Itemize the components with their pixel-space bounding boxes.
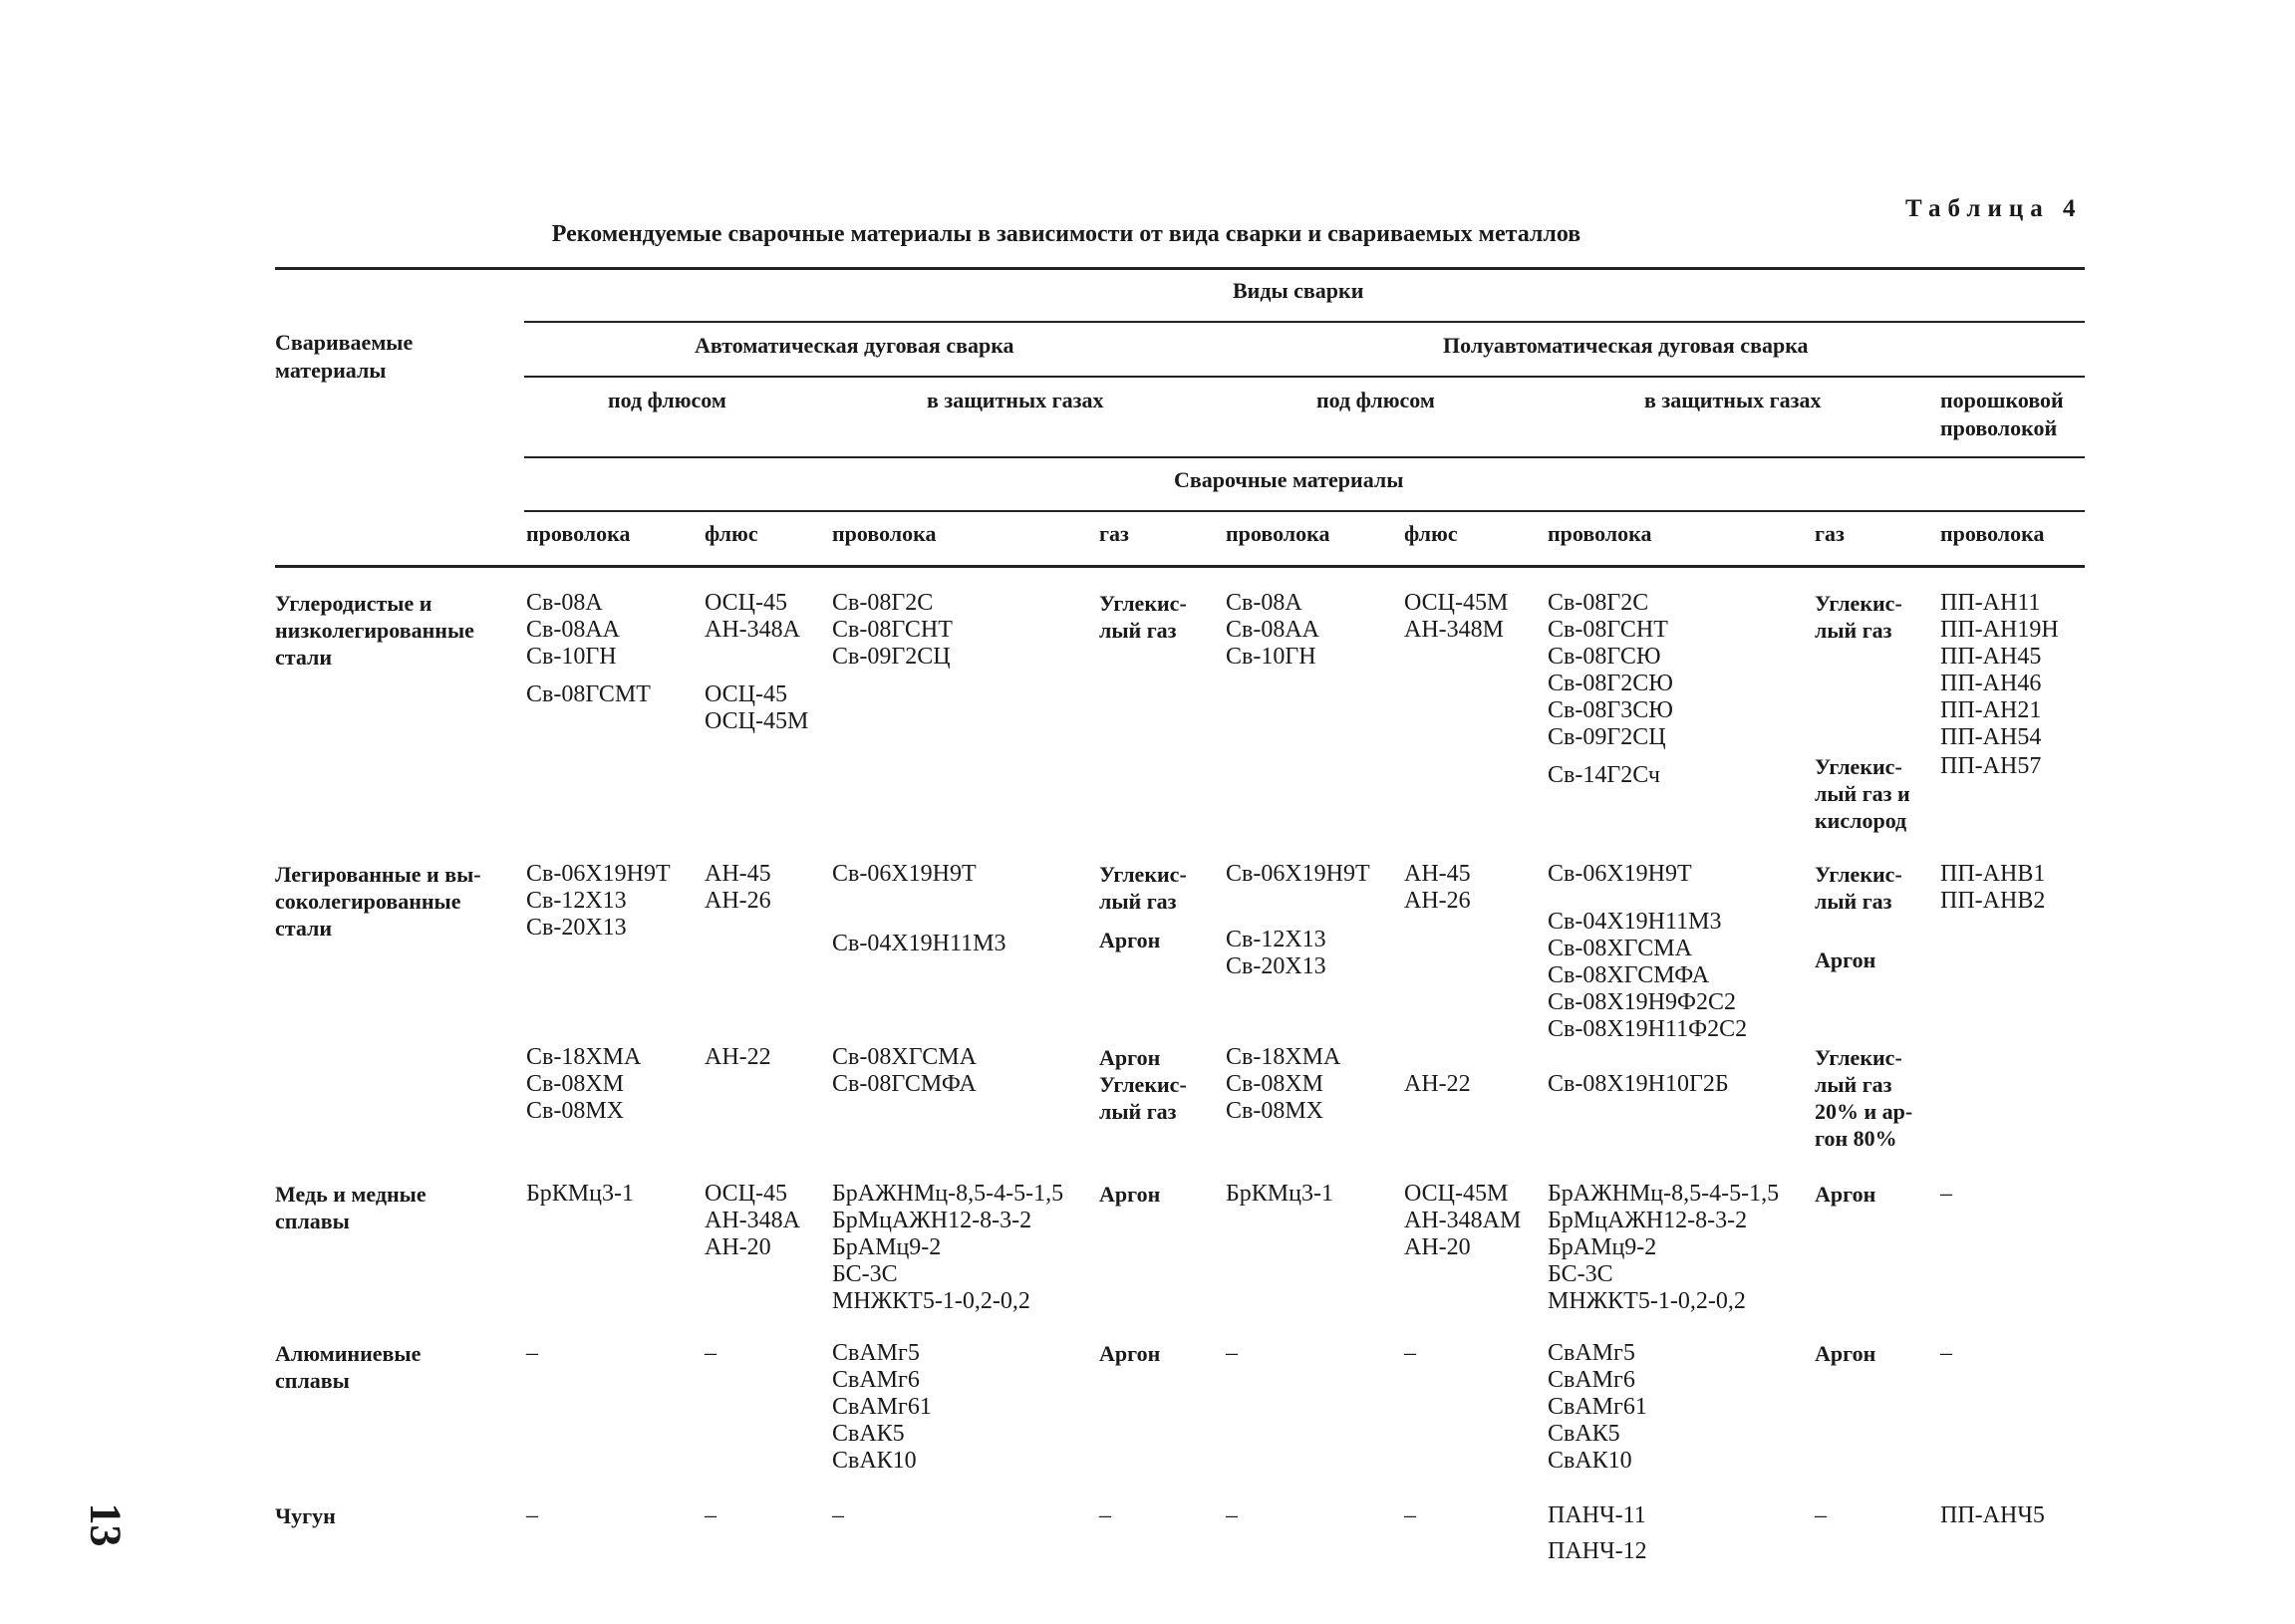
cell-carbon-auto-wire-1: Св-08А Св-08АА Св-10ГН xyxy=(526,590,620,670)
header-materials: Свариваемые материалы xyxy=(275,330,414,383)
cell-aluminum-auto-gas-wire: СвАМг5 СвАМг6 СвАМг61 СвАК5 СвАК10 xyxy=(832,1340,932,1474)
cell-carbon-semi-gas-1: Углекис- лый газ xyxy=(1815,591,1902,643)
header-welding-types: Виды сварки xyxy=(1233,278,1364,303)
cell-alloy-semi-wire-2: Св-12Х13 Св-20Х13 xyxy=(1226,927,1326,979)
cell-alloy-semi-gas-wire-2: Св-04Х19Н11М3 Св-08ХГСМА Св-08ХГСМФА Св-08Х19Н9Ф2С2 Св-08Х19Н11Ф2С2 xyxy=(1548,909,1748,1042)
cell-carbon-auto-gas-wire: Св-08Г2С Св-08ГСНТ Св-09Г2СЦ xyxy=(832,590,953,670)
material-carbon-steels: Углеродистые и низколегированные стали xyxy=(275,591,474,670)
col-auto-gas-wire: проволока xyxy=(832,521,937,546)
rule-welding-types xyxy=(524,321,2085,323)
cell-aluminum-semi-gas-wire: СвАМг5 СвАМг6 СвАМг61 СвАК5 СвАК10 xyxy=(1548,1340,1647,1474)
cell-copper-flux-cored: – xyxy=(1940,1181,1952,1207)
rule-welding-materials xyxy=(524,510,2085,512)
cell-alloy-flux-cored: ПП-АНВ1 ПП-АНВ2 xyxy=(1940,861,2046,914)
col-semi-flux: флюс xyxy=(1404,521,1458,546)
cell-copper-auto-gas-wire: БрАЖНМц-8,5-4-5-1,5 БрМцАЖН12-8-3-2 БрАМц9-2 БС-3С МНЖКТ5-1-0,2-0,2 xyxy=(832,1181,1064,1314)
header-semi-auto-arc: Полуавтоматическая дуговая сварка xyxy=(1443,333,1809,358)
cell-aluminum-auto-flux: – xyxy=(705,1340,717,1366)
col-semi-flux-wire: проволока xyxy=(1226,521,1330,546)
col-auto-flux: флюс xyxy=(705,521,758,546)
cell-carbon-semi-wire: Св-08А Св-08АА Св-10ГН xyxy=(1226,590,1319,670)
cell-cast-iron-auto-flux: – xyxy=(705,1502,717,1528)
header-bottom-rule xyxy=(275,565,2085,568)
cell-cast-iron-semi-gas: – xyxy=(1815,1502,1827,1528)
cell-carbon-semi-gas-2: Углекис- лый газ и кислород xyxy=(1815,754,1910,833)
cell-alloy-auto-wire-1: Св-06Х19Н9Т Св-12Х13 Св-20Х13 xyxy=(526,861,671,941)
cell-cast-iron-auto-gas-wire: – xyxy=(832,1502,844,1528)
table-number: Таблица 4 xyxy=(1905,195,2083,222)
cell-alloy-auto-gas-1: Углекис- лый газ xyxy=(1099,862,1187,914)
cell-cast-iron-semi-gas-wire-2: ПАНЧ-12 xyxy=(1548,1538,1647,1564)
cell-alloy-auto-wire-2: Св-18ХМА Св-08ХМ Св-08МХ xyxy=(526,1044,642,1124)
cell-alloy-semi-gas-wire-1: Св-06Х19Н9Т xyxy=(1548,861,1692,887)
cell-alloy-semi-flux-2: АН-22 xyxy=(1404,1071,1471,1097)
cell-carbon-auto-wire-2: Св-08ГСМТ xyxy=(526,681,651,707)
cell-copper-semi-wire: БрКМц3-1 xyxy=(1226,1181,1333,1207)
cell-carbon-auto-gas: Углекис- лый газ xyxy=(1099,591,1187,643)
cell-aluminum-flux-cored: – xyxy=(1940,1340,1952,1366)
cell-alloy-semi-gas-1: Углекис- лый газ xyxy=(1815,862,1902,914)
col-flux-cored-wire: проволока xyxy=(1940,521,2045,546)
table-caption: Рекомендуемые сварочные материалы в зависимости от вида сварки и свариваемых металлов xyxy=(551,221,1581,247)
cell-alloy-auto-gas-wire-1: Св-06Х19Н9Т xyxy=(832,861,977,887)
rule-arc-types xyxy=(524,376,2085,378)
cell-copper-auto-flux: ОСЦ-45 АН-348А АН-20 xyxy=(705,1181,800,1260)
cell-cast-iron-auto-wire: – xyxy=(526,1502,538,1528)
header-in-gas-1: в защитных газах xyxy=(927,388,1104,412)
cell-copper-semi-flux: ОСЦ-45М АН-348АМ АН-20 xyxy=(1404,1181,1522,1260)
cell-alloy-semi-wire-3: Св-18ХМА Св-08ХМ Св-08МХ xyxy=(1226,1044,1341,1124)
page-number: 13 xyxy=(81,1502,131,1547)
material-cast-iron: Чугун xyxy=(275,1503,336,1528)
material-copper: Медь и медные сплавы xyxy=(275,1182,427,1233)
cell-carbon-auto-flux-1: ОСЦ-45 АН-348А xyxy=(705,590,800,643)
col-auto-flux-wire: проволока xyxy=(526,521,631,546)
cell-alloy-auto-flux-2: АН-22 xyxy=(705,1044,771,1070)
cell-alloy-auto-flux-1: АН-45 АН-26 xyxy=(705,861,771,914)
cell-cast-iron-auto-gas: – xyxy=(1099,1502,1111,1528)
cell-alloy-auto-gas-wire-2: Св-04Х19Н11М3 xyxy=(832,931,1006,956)
cell-carbon-flux-cored-2: ПП-АН57 xyxy=(1940,753,2042,779)
header-under-flux-2: под флюсом xyxy=(1316,388,1435,412)
col-semi-gas-wire: проволока xyxy=(1548,521,1652,546)
cell-copper-semi-gas: Аргон xyxy=(1815,1182,1876,1207)
cell-copper-auto-wire: БрКМц3-1 xyxy=(526,1181,634,1207)
cell-alloy-semi-gas-wire-3: Св-08Х19Н10Г2Б xyxy=(1548,1071,1729,1097)
cell-alloy-semi-wire-1: Св-06Х19Н9Т xyxy=(1226,861,1370,887)
cell-cast-iron-semi-flux: – xyxy=(1404,1502,1416,1528)
cell-alloy-semi-gas-3: Углекис- лый газ 20% и ар- гон 80% xyxy=(1815,1045,1913,1151)
cell-aluminum-semi-flux: – xyxy=(1404,1340,1416,1366)
cell-carbon-semi-gas-wire-1: Св-08Г2С Св-08ГСНТ Св-08ГСЮ Св-08Г2СЮ Св-08Г3СЮ Св-09Г2СЦ xyxy=(1548,590,1673,750)
header-welding-materials: Сварочные материалы xyxy=(1174,467,1404,492)
cell-alloy-auto-gas-3: Аргон Углекис- лый газ xyxy=(1099,1045,1187,1124)
cell-aluminum-semi-gas: Аргон xyxy=(1815,1341,1876,1366)
cell-copper-auto-gas: Аргон xyxy=(1099,1182,1161,1207)
header-auto-arc: Автоматическая дуговая сварка xyxy=(695,333,1014,358)
rule-subtypes xyxy=(524,456,2085,458)
cell-carbon-semi-gas-wire-2: Св-14Г2Сч xyxy=(1548,762,1660,788)
cell-alloy-auto-gas-2: Аргон xyxy=(1099,928,1161,952)
cell-aluminum-auto-gas: Аргон xyxy=(1099,1341,1161,1366)
cell-copper-semi-gas-wire: БрАЖНМц-8,5-4-5-1,5 БрМцАЖН12-8-3-2 БрАМц9-2 БС-3С МНЖКТ5-1-0,2-0,2 xyxy=(1548,1181,1780,1314)
col-semi-gas: газ xyxy=(1815,521,1845,546)
cell-cast-iron-semi-wire: – xyxy=(1226,1502,1238,1528)
cell-alloy-semi-gas-2: Аргон xyxy=(1815,947,1876,972)
cell-carbon-flux-cored-1: ПП-АН11 ПП-АН19Н ПП-АН45 ПП-АН46 ПП-АН21 ПП-АН54 xyxy=(1940,590,2059,750)
cell-cast-iron-semi-gas-wire-1: ПАНЧ-11 xyxy=(1548,1502,1646,1528)
cell-aluminum-semi-wire: – xyxy=(1226,1340,1238,1366)
top-rule xyxy=(275,267,2085,270)
cell-cast-iron-flux-cored: ПП-АНЧ5 xyxy=(1940,1502,2045,1528)
cell-carbon-semi-flux: ОСЦ-45М АН-348М xyxy=(1404,590,1509,643)
header-under-flux-1: под флюсом xyxy=(608,388,726,412)
cell-alloy-semi-flux-1: АН-45 АН-26 xyxy=(1404,861,1471,914)
cell-aluminum-auto-wire: – xyxy=(526,1340,538,1366)
header-in-gas-2: в защитных газах xyxy=(1644,388,1822,412)
material-alloy-steels: Легированные и вы- соколегированные стали xyxy=(275,862,481,941)
col-auto-gas: газ xyxy=(1099,521,1129,546)
header-flux-cored: порошковой проволокой xyxy=(1940,388,2064,440)
cell-alloy-auto-gas-wire-3: Св-08ХГСМА Св-08ГСМФА xyxy=(832,1044,977,1097)
cell-carbon-auto-flux-2: ОСЦ-45 ОСЦ-45М xyxy=(705,681,809,734)
material-aluminum: Алюминиевые сплавы xyxy=(275,1341,422,1393)
